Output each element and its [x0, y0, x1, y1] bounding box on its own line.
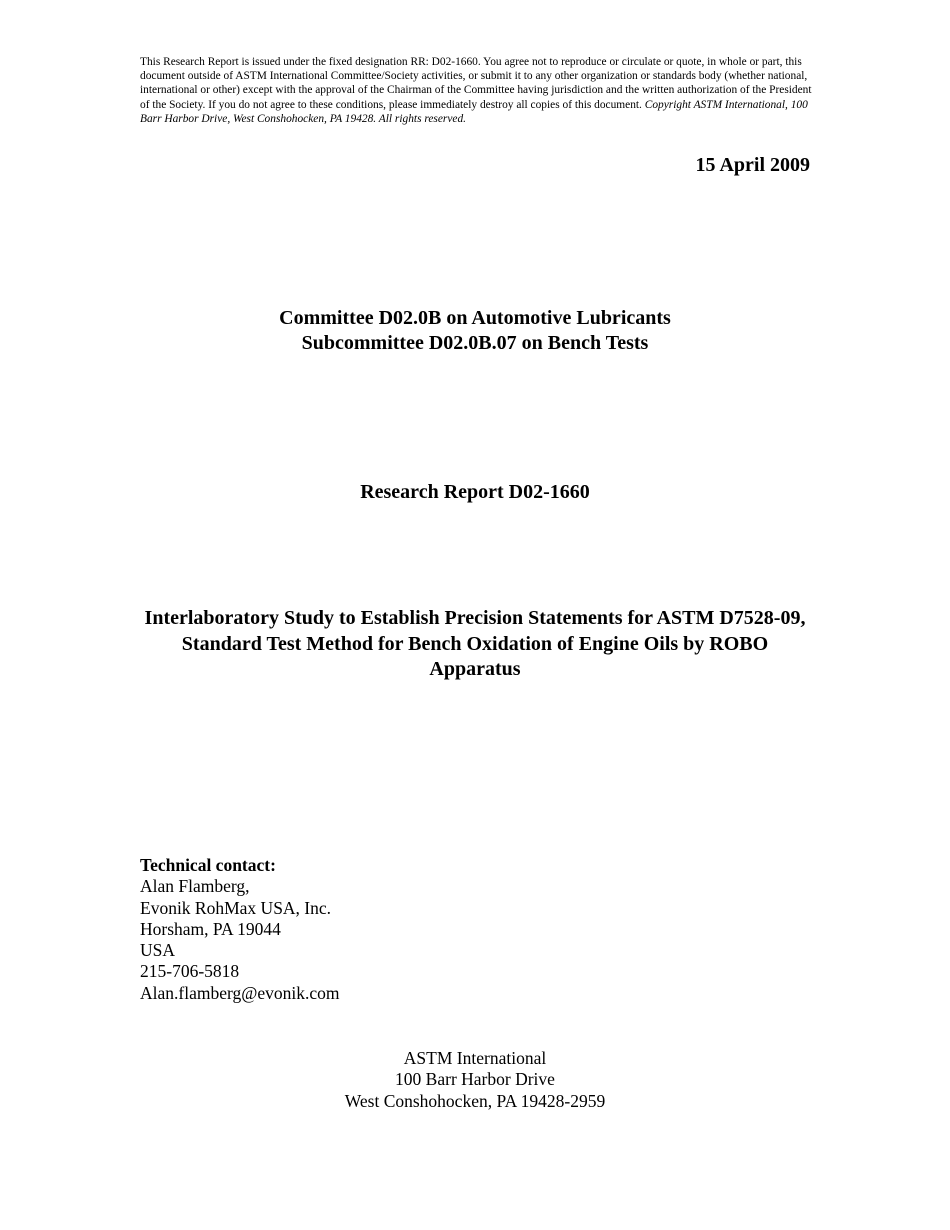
report-date: 15 April 2009: [695, 154, 810, 176]
subcommittee-name: Subcommittee D02.0B.07 on Bench Tests: [301, 332, 649, 354]
technical-contact: [140, 855, 340, 1004]
astm-address: [0, 1048, 950, 1112]
committee-block: [0, 306, 950, 356]
notice-copyright: Copyright ASTM International, 100 Barr Harbor Drive, West Conshohocken, PA 19428. All rights reserved.: [140, 98, 808, 125]
contact-name: Alan Flamberg,: [140, 876, 250, 897]
address-street: 100 Barr Harbor Drive: [395, 1069, 555, 1090]
notice-text: This Research Report is issued under the fixed designation RR: D02-1660. You agree not to reproduce or circulate or quote, in whole or part, this document outside of ASTM International Committee/Society activities, or submit it to any other organization or standards body (whether national, international or other) except with the approval of the Chairman of the Committee having jurisdiction and the written authorization of the President of the Society. If you do not agree to these conditions, please immediately destroy all copies of this document.: [140, 56, 812, 111]
contact-company: Evonik RohMax USA, Inc.: [140, 897, 332, 918]
contact-phone: 215-706-5818: [140, 961, 240, 982]
contact-country: USA: [140, 940, 176, 961]
address-city: West Conshohocken, PA 19428-2959: [344, 1090, 606, 1111]
copyright-notice: [140, 55, 812, 126]
study-title: Interlaboratory Study to Establish Precision Statements for ASTM D7528-09, Standard Test Method for Bench Oxidation of Engine Oils by ROBO Apparatus: [144, 607, 806, 680]
report-number: Research Report D02-1660: [360, 481, 590, 503]
committee-name: Committee D02.0B on Automotive Lubricants: [279, 307, 671, 329]
contact-city: Horsham, PA 19044: [140, 918, 281, 939]
contact-heading: Technical contact:: [140, 855, 276, 875]
contact-email: Alan.flamberg@evonik.com: [140, 982, 340, 1003]
address-org: ASTM International: [403, 1048, 547, 1068]
